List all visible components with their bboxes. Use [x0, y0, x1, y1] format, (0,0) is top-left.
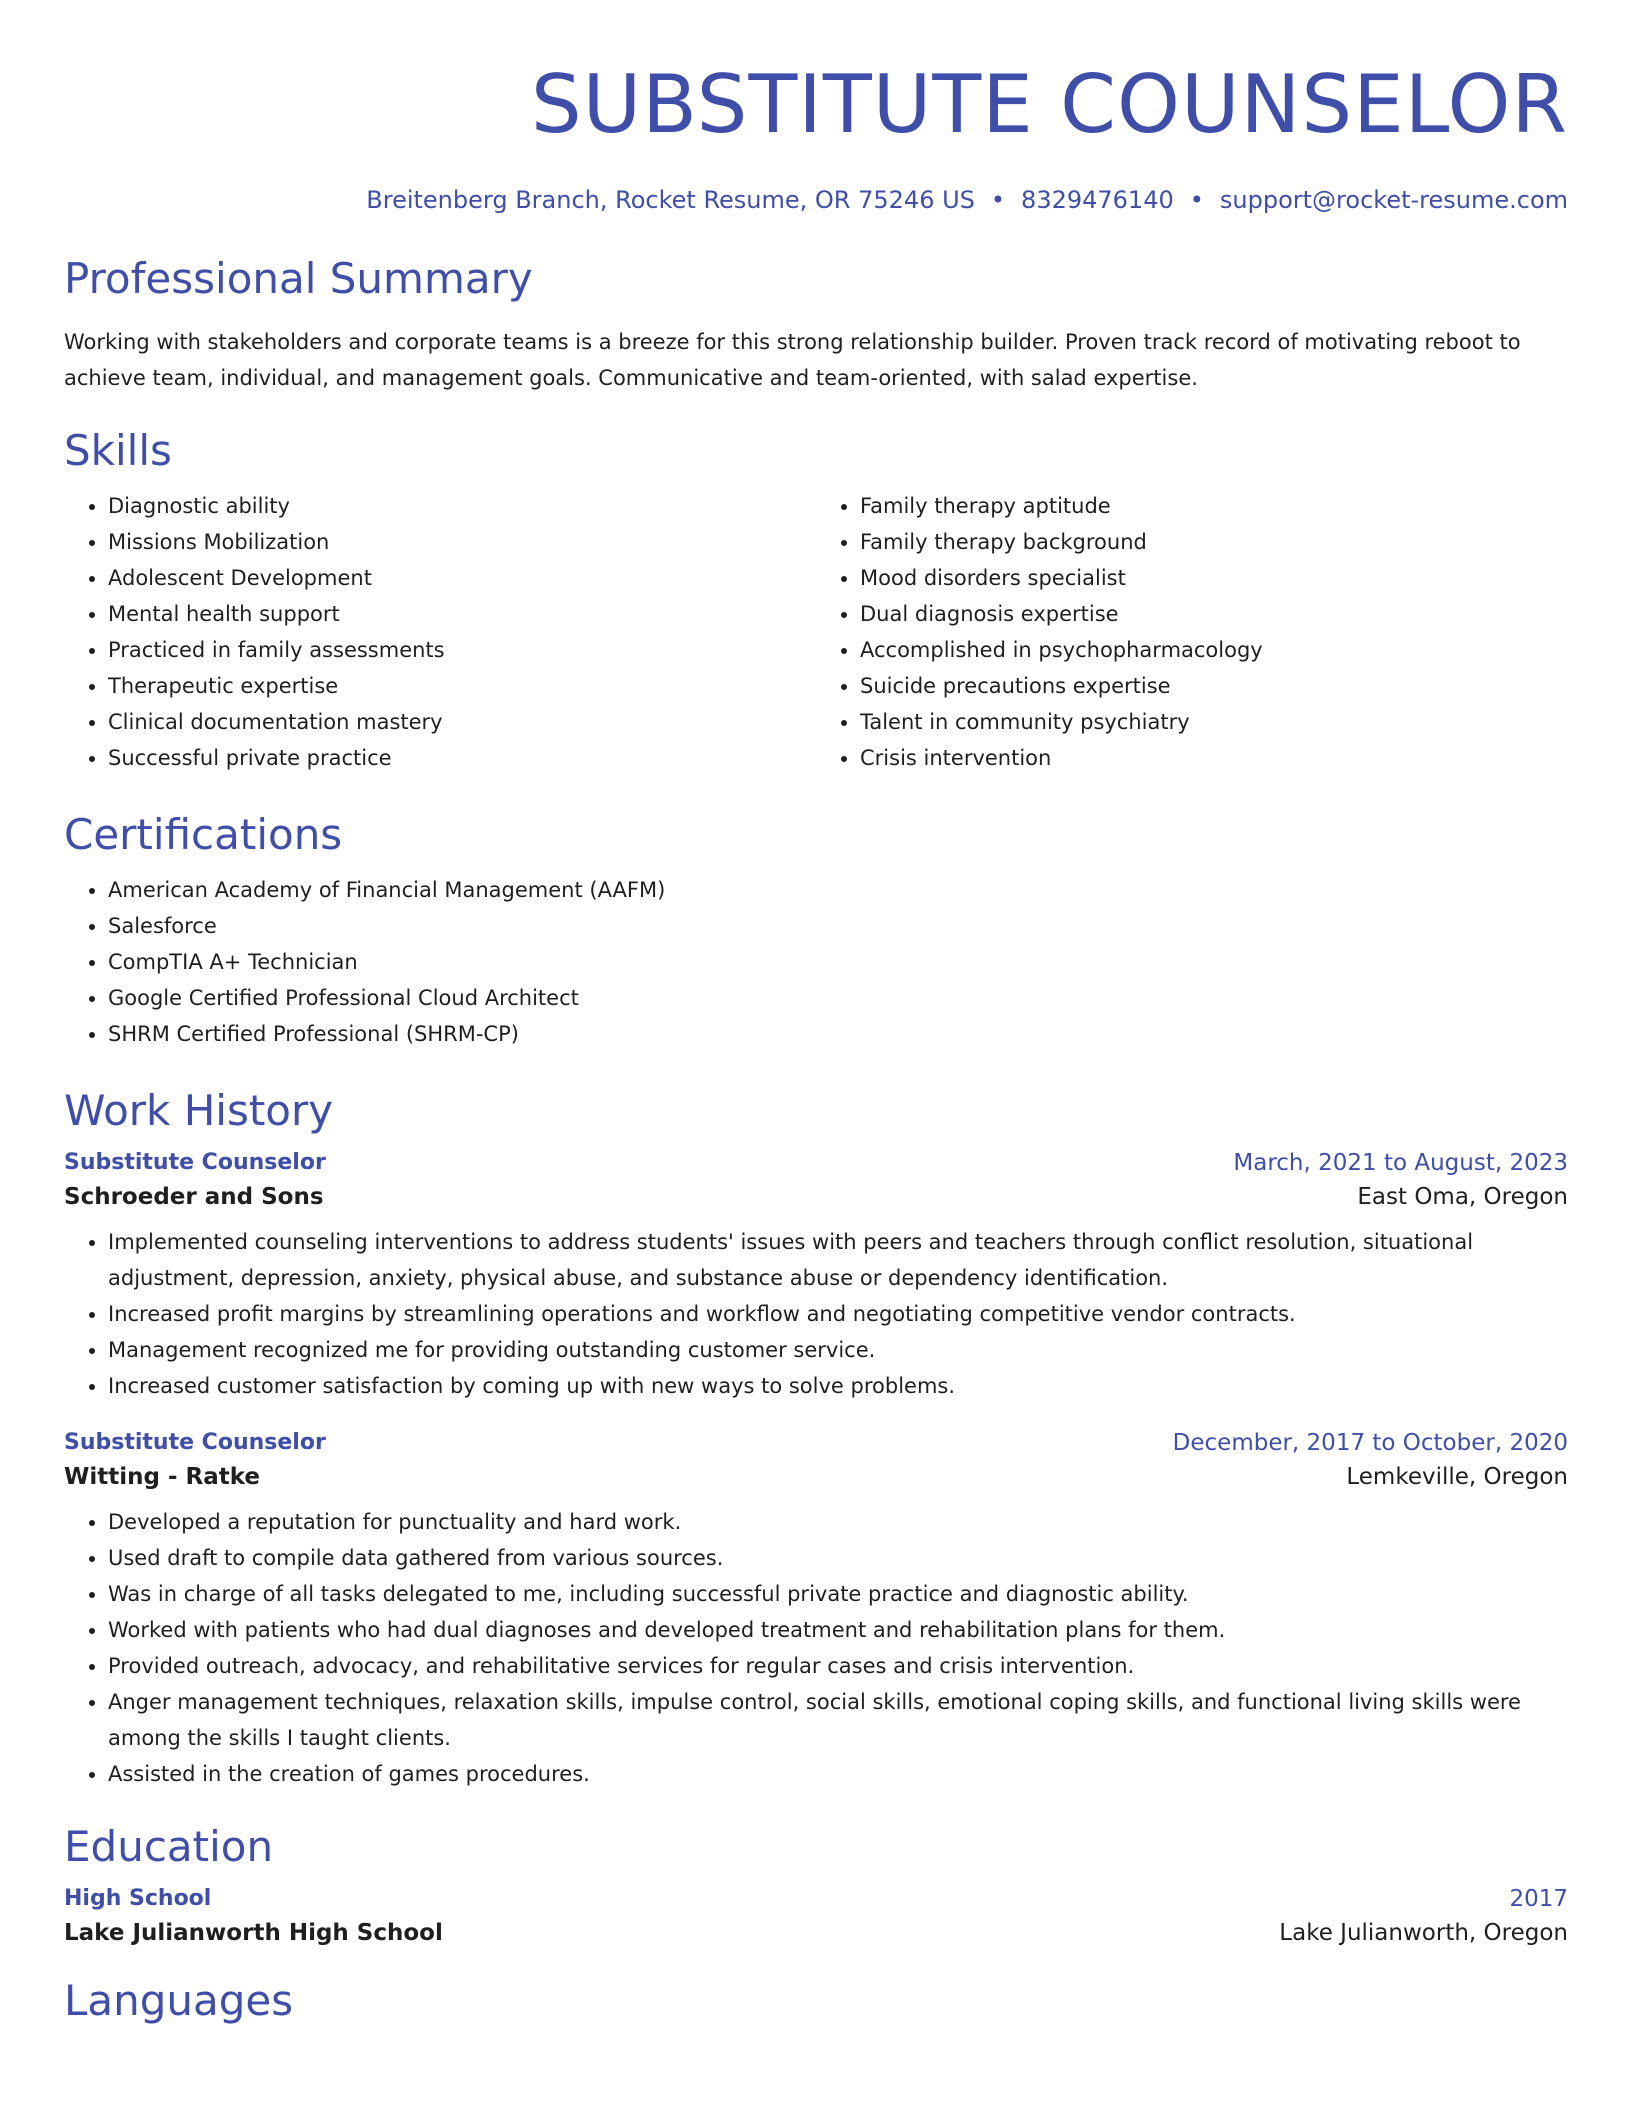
- contact-phone: 8329476140: [1021, 186, 1174, 214]
- contact-email[interactable]: support@rocket-resume.com: [1219, 186, 1568, 214]
- education-header-row: [64, 1886, 1568, 1912]
- job-header-row: [64, 1430, 1568, 1456]
- skill-item: • Adolescent Development: [108, 560, 816, 596]
- skill-item: • Clinical documentation mastery: [108, 704, 816, 740]
- education-year: 2017: [1509, 1886, 1568, 1912]
- skill-item: • Family therapy background: [860, 524, 1568, 560]
- education-title: Education: [64, 1822, 274, 1871]
- skills-columns: [64, 488, 1568, 776]
- skill-item: • Talent in community psychiatry: [860, 704, 1568, 740]
- job-bullet: • Was in charge of all tasks delegated to me, including successful private practice and diagnostic ability.: [108, 1576, 1568, 1612]
- job-employer: Schroeder and Sons: [64, 1184, 324, 1210]
- job-bullet: • Increased profit margins by streamlining operations and workflow and negotiating competitive vendor contracts.: [108, 1296, 1568, 1332]
- contact-line: [64, 186, 1568, 214]
- job-bullet: • Developed a reputation for punctuality and hard work.: [108, 1504, 1568, 1540]
- job-location: Lemkeville, Oregon: [1346, 1464, 1568, 1490]
- summary-text: Working with stakeholders and corporate teams is a breeze for this strong relationship builder. Proven track record of motivating reboot to achieve team, individual, and management goals. Communicative and team-oriented, with salad expertise.: [64, 330, 1521, 390]
- skill-item: • Family therapy aptitude: [860, 488, 1568, 524]
- job-header-row: [64, 1150, 1568, 1176]
- skill-item: • Crisis intervention: [860, 740, 1568, 776]
- job-title: Substitute Counselor: [64, 1430, 326, 1455]
- work-history-title: Work History: [64, 1086, 334, 1135]
- languages-section: [64, 1976, 1568, 2026]
- job-dates: December, 2017 to October, 2020: [1172, 1430, 1568, 1456]
- contact-address: Breitenberg Branch, Rocket Resume, OR 75246 US: [366, 186, 975, 214]
- education-school-row: [64, 1920, 1568, 1946]
- job-entry: [64, 1150, 1568, 1404]
- certification-item: • American Academy of Financial Management (AAFM): [108, 872, 1568, 908]
- skills-title: Skills: [64, 426, 172, 475]
- certifications-title: Certifications: [64, 810, 343, 859]
- certifications-list: [64, 872, 1568, 1052]
- skill-item: • Suicide precautions expertise: [860, 668, 1568, 704]
- job-bullet: • Anger management techniques, relaxation skills, impulse control, social skills, emotional coping skills, and functional living skills were among the skills I taught clients.: [108, 1684, 1568, 1756]
- work-history-section: [64, 1086, 1568, 1792]
- job-bullet: • Assisted in the creation of games procedures.: [108, 1756, 1568, 1792]
- skill-item: • Mental health support: [108, 596, 816, 632]
- skill-item: • Practiced in family assessments: [108, 632, 816, 668]
- job-bullet: • Worked with patients who had dual diagnoses and developed treatment and rehabilitation plans for them.: [108, 1612, 1568, 1648]
- job-bullet: • Increased customer satisfaction by coming up with new ways to solve problems.: [108, 1368, 1568, 1404]
- job-employer: Witting - Ratke: [64, 1464, 261, 1490]
- job-title: Substitute Counselor: [64, 1150, 326, 1175]
- contact-separator: •: [990, 186, 1006, 214]
- skill-item: • Mood disorders specialist: [860, 560, 1568, 596]
- skills-section: [64, 426, 1568, 776]
- job-bullet: • Implemented counseling interventions to address students' issues with peers and teachers through conflict resolution, situational adjustment, depression, anxiety, physical abuse, and substance abuse or dependency identification.: [108, 1224, 1568, 1296]
- education-degree: High School: [64, 1886, 212, 1911]
- certifications-section: [64, 810, 1568, 1052]
- job-employer-row: [64, 1184, 1568, 1210]
- skill-item: • Accomplished in psychopharmacology: [860, 632, 1568, 668]
- skill-item: • Missions Mobilization: [108, 524, 816, 560]
- education-location: Lake Julianworth, Oregon: [1279, 1920, 1568, 1946]
- certification-item: • CompTIA A+ Technician: [108, 944, 1568, 980]
- skill-item: • Dual diagnosis expertise: [860, 596, 1568, 632]
- certification-item: • Salesforce: [108, 908, 1568, 944]
- job-bullet: • Used draft to compile data gathered from various sources.: [108, 1540, 1568, 1576]
- summary-title: Professional Summary: [64, 254, 533, 303]
- job-bullets: [64, 1504, 1568, 1792]
- job-location: East Oma, Oregon: [1357, 1184, 1568, 1210]
- candidate-name: SUBSTITUTE COUNSELOR: [530, 58, 1568, 151]
- education-section: [64, 1822, 1568, 1946]
- skill-item: • Diagnostic ability: [108, 488, 816, 524]
- job-employer-row: [64, 1464, 1568, 1490]
- job-bullet: • Provided outreach, advocacy, and rehabilitative services for regular cases and crisis intervention.: [108, 1648, 1568, 1684]
- languages-title: Languages: [64, 1976, 294, 2025]
- skill-item: • Successful private practice: [108, 740, 816, 776]
- job-bullets: [64, 1224, 1568, 1404]
- summary-section: [64, 254, 1568, 396]
- skills-list-left: [64, 488, 816, 776]
- skill-item: • Therapeutic expertise: [108, 668, 816, 704]
- education-school: Lake Julianworth High School: [64, 1920, 443, 1946]
- certification-item: • SHRM Certified Professional (SHRM-CP): [108, 1016, 1568, 1052]
- skills-list-right: [816, 488, 1568, 776]
- certification-item: • Google Certified Professional Cloud Architect: [108, 980, 1568, 1016]
- job-bullet: • Management recognized me for providing outstanding customer service.: [108, 1332, 1568, 1368]
- contact-separator: •: [1189, 186, 1204, 214]
- job-dates: March, 2021 to August, 2023: [1233, 1150, 1568, 1176]
- job-entry: [64, 1430, 1568, 1792]
